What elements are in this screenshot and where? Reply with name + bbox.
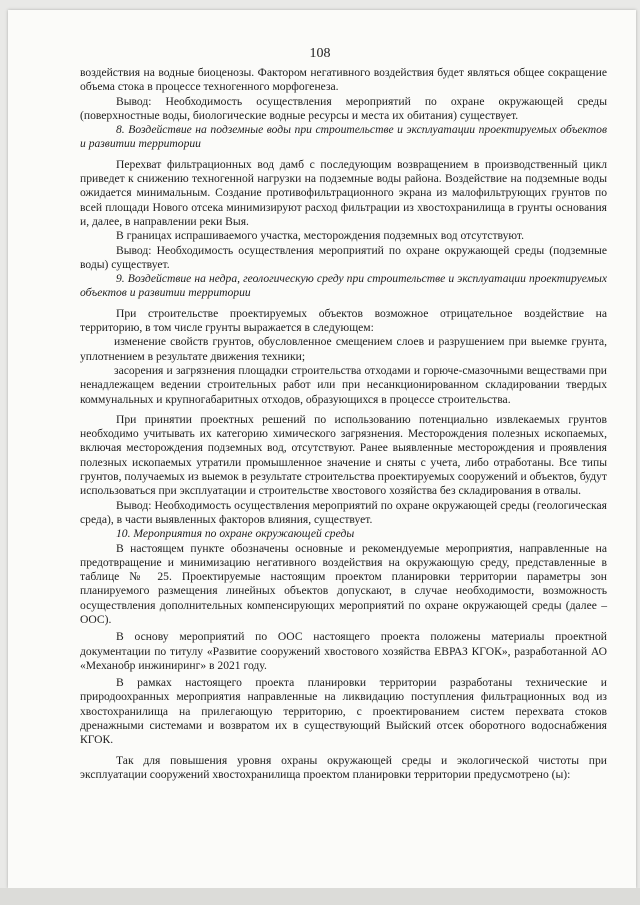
document-body	[80, 66, 607, 782]
paragraph-conclusion: Вывод: Необходимость осуществления мероприятий по охране окружающей среды (подземные воды) существует.	[80, 243, 607, 271]
paragraph: При строительстве проектируемых объектов возможное отрицательное воздействие на территорию, в том числе грунты выражается в следующем:	[80, 306, 607, 335]
page-number: 108	[309, 46, 331, 61]
section-heading: 9. Воздействие на недра, геологическую среду при строительстве и эксплуатации проектируемых объектов и развитии территории	[80, 272, 607, 300]
paragraph: воздействия на водные биоценозы. Фактором негативного воздействия будет являться общее сокращение объема стока в процессе техногенного морфогенеза.	[80, 66, 607, 94]
paragraph-conclusion: Вывод: Необходимость осуществления мероприятий по охране окружающей среды (поверхностные воды, биологические водные ресурсы и места их обитания) существует.	[80, 94, 607, 122]
paragraph-conclusion: Вывод: Необходимость осуществления мероприятий по охране окружающей среды (геологическая среда), в части выявленных факторов влияния, существует.	[80, 498, 607, 526]
paragraph: Перехват фильтрационных вод дамб с последующим возвращением в производственный цикл приведет к снижению техногенной нагрузки на подземные воды района. Воздействие на подземные воды ожидается минимальным. Создание противофильтрационного экрана из малофильтрующих грунтов по всей площади Нового отсека минимизируют расход фильтрации из хвостохранилища в грунты основания и, далее, в направлении реки Выя.	[80, 157, 607, 228]
paragraph: Так для повышения уровня охраны окружающей среды и экологической чистоты при эксплуатации сооружений хвостохранилища проектом планировки территории предусмотрено (ы):	[80, 753, 607, 781]
list-item: изменение свойств грунтов, обусловленное смещением слоев и разрушением при выемке грунта, уплотнением в результате движения техники;	[80, 335, 607, 363]
list-item: засорения и загрязнения площадки строительства отходами и горюче-смазочными веществами при ненадлежащем ведении строительных работ или при несанкционированном складировании твердых коммунальных и крупногабаритных отходов, образующихся в процессе строительства.	[80, 363, 607, 406]
paragraph: В основу мероприятий по ООС настоящего проекта положены материалы проектной документации по титулу «Развитие сооружений хвостового хозяйства ЕВРАЗ КГОК», разработанной АО «Механобр инжиниринг» в 2021 году.	[80, 630, 607, 672]
page-bottom-margin	[0, 888, 640, 905]
section-heading: 10. Мероприятия по охране окружающей среды	[116, 527, 355, 541]
section-heading: 8. Воздействие на подземные воды при строительстве и эксплуатации проектируемых объектов и развитии территории	[80, 123, 607, 151]
paragraph: В границах испрашиваемого участка, месторождения подземных вод отсутствуют.	[116, 229, 524, 243]
paragraph: В рамках настоящего проекта планировки территории разработаны технические и природоохранных мероприятия направленные на ликвидацию поступления фильтрационных вод из хвостохранилища на прилегающую территорию, с проектированием систем перехвата стоков дренажными системами и возвратом их в существующий Выйский отсек оборотного водоснабжения КГОК.	[80, 676, 607, 747]
paragraph: При принятии проектных решений по использованию потенциально извлекаемых грунтов необходимо учитывать их категорию химического загрязнения. Месторождения полезных ископаемых, включая месторождения подземных вод, отсутствуют. Ранее выявленные месторождения и проявления полезных ископаемых утратили промышленное значение и сняты с учета, либо отработаны. Все типы грунтов, получаемых из выемок в результате строительства проектируемых сооружений и объектов, будут использоваться при эксплуатации и строительстве хвостового хозяйства без складирования в отвалы.	[80, 412, 607, 498]
paragraph: В настоящем пункте обозначены основные и рекомендуемые мероприятия, направленные на предотвращение и минимизацию негативного воздействия на окружающую среду, представленные в таблице № 25. Проектируемые настоящим проектом планировки территории параметры зон планируемого размещения линейных объектов допускают, в случае необходимости, возможность осуществления дополнительных компенсирующих мероприятий по охране окружающей среды (далее – ООС).	[80, 541, 607, 626]
